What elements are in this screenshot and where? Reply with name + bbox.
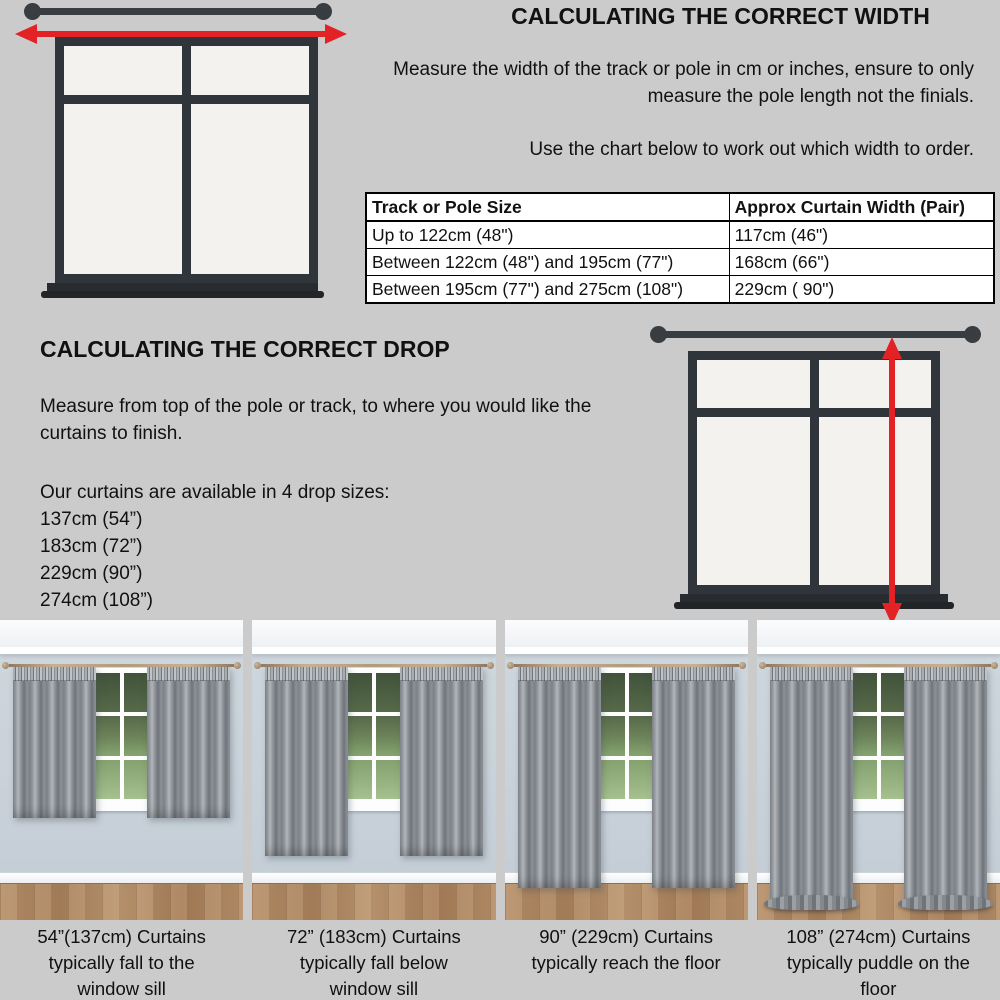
drop-measure-arrow-icon [880,336,904,626]
curtain-panel-right [904,667,987,908]
curtain-panel-left [13,667,96,818]
pole-finial-left [24,3,41,20]
window-sill [47,283,318,291]
caption-54in: 54”(137cm) Curtains typically fall to the window sill [37,926,206,999]
crown-molding [252,647,495,655]
window-sill [680,594,948,602]
width-section [368,3,988,163]
curtain-rod [9,664,234,667]
drop-sizes-intro: Our curtains are available in 4 drop sizes: [40,482,390,503]
curtain-panel-right [652,667,735,888]
drop-example-photos [0,620,1000,920]
table-cell: 117cm (46") [729,221,994,249]
window-sill-ledge [41,291,324,298]
curtain-panel-right [400,667,483,856]
drop-size-item: 137cm (54”) [40,509,143,530]
curtain-photo-72in [252,620,495,920]
window-pane [191,104,309,274]
ceiling [757,620,1000,647]
window-pane [819,417,932,585]
window-pane [819,360,932,408]
window-sill-ledge [674,602,954,609]
table-cell: Between 195cm (77") and 275cm (108") [366,276,729,304]
window-pane [191,46,309,95]
caption-72in: 72” (183cm) Curtains typically fall below window sill [286,926,461,999]
table-row [366,249,994,276]
size-table [365,192,995,304]
window-illustration [55,37,318,283]
ceiling [0,620,243,647]
curtain-panel-left [265,667,348,856]
drop-size-item: 274cm (108”) [40,590,153,611]
curtain-panel-right [147,667,230,818]
curtain-pole [660,331,972,338]
ceiling [252,620,495,647]
drop-size-item: 183cm (72”) [40,536,143,557]
window-pane [697,417,810,585]
table-cell: Up to 122cm (48") [366,221,729,249]
caption-90in: 90” (229cm) Curtains typically reach the floor [531,926,721,973]
curtain-pole [33,8,323,15]
curtain-panel-left [518,667,601,888]
width-chart-note: Use the chart below to work out which width to order. [529,139,974,160]
size-table-header-width: Approx Curtain Width (Pair) [729,193,994,221]
wood-floor [0,883,243,920]
drop-section-heading: CALCULATING THE CORRECT DROP [40,336,450,362]
table-cell: Between 122cm (48") and 195cm (77") [366,249,729,276]
curtain-rod [261,664,486,667]
wood-floor [252,883,495,920]
drop-section [40,336,618,614]
table-cell: 168cm (66") [729,249,994,276]
curtain-rod [514,664,739,667]
window-pane [64,104,182,274]
width-instructions: Measure the width of the track or pole in cm or inches, ensure to only measure the pole length not the finials. [393,59,974,107]
size-table-header-pole: Track or Pole Size [366,193,729,221]
wood-floor [505,883,748,920]
photo-captions [0,924,1000,1000]
window-pane [697,360,810,408]
caption-108in: 108” (274cm) Curtains typically puddle on the floor [786,926,971,999]
drop-size-item: 229cm (90”) [40,563,143,584]
curtain-photo-108in [757,620,1000,920]
crown-molding [0,647,243,655]
pole-finial-left [650,326,667,343]
window-pane [64,46,182,95]
drop-instructions: Measure from top of the pole or track, to where you would like the curtains to finish. [40,396,592,444]
ceiling [505,620,748,647]
curtain-panel-left [770,667,853,908]
drop-size-list [40,506,618,614]
pole-finial-right [964,326,981,343]
curtain-photo-54in [0,620,243,920]
crown-molding [505,647,748,655]
curtain-rod [766,664,991,667]
table-row [366,221,994,249]
pole-finial-right [315,3,332,20]
table-row [366,276,994,304]
curtain-photo-90in [505,620,748,920]
width-section-heading: CALCULATING THE CORRECT WIDTH [511,3,930,29]
crown-molding [757,647,1000,655]
table-cell: 229cm ( 90") [729,276,994,304]
